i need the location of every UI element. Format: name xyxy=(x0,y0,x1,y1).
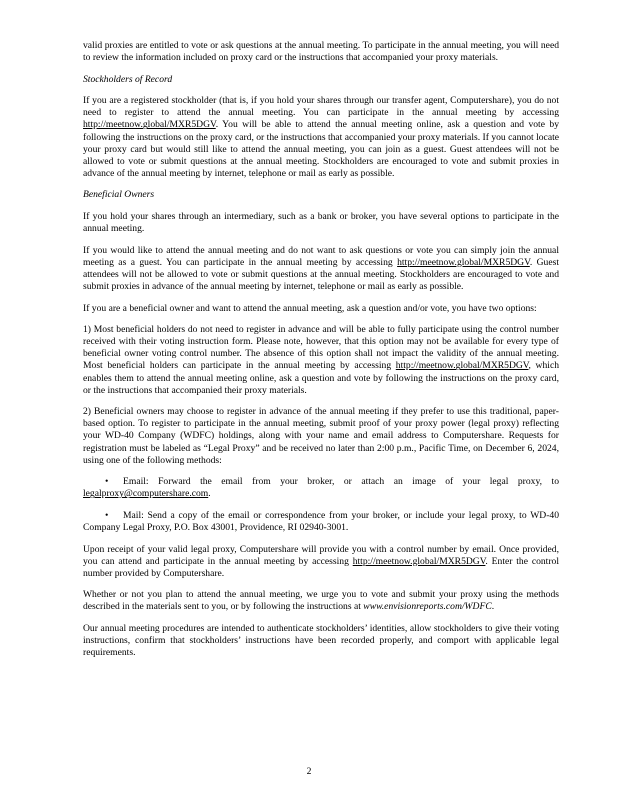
paragraph-text: Upon receipt of your valid legal proxy, Computershare will provide you with a control number by email. Once provided, you can attend and participate in the annual meeting by accessing xyxy=(83,543,559,567)
paragraph-text: Email: Forward the email from your broker, or attach an image of your legal proxy, to xyxy=(123,476,559,488)
beneficial-owners-paragraph-3: If you are a beneficial owner and want to attend the annual meeting, ask a question and/or vote, you have two options: xyxy=(83,302,537,314)
paragraph-text: , which enables them to attend the annual meeting online, ask a question and vote by following the instructions on the proxy card, or the instructions that accompanied their proxy materials. xyxy=(83,360,559,396)
stockholders-of-record-heading: Stockholders of Record xyxy=(83,73,173,85)
meetnow-link[interactable]: http://meetnow.global/MXR5DGV xyxy=(395,360,529,372)
envision-reports-url: www.envisionreports.com/WDFC xyxy=(363,601,492,613)
bullet-icon: • xyxy=(105,476,109,488)
intro-paragraph: valid proxies are entitled to vote or ask questions at the annual meeting. To participate in the annual meeting, you will need to review the information included on proxy card or the instructions that accompanied your proxy materials. xyxy=(83,40,559,64)
option-1-paragraph xyxy=(83,324,559,397)
meetnow-link[interactable]: http://meetnow.global/MXR5DGV xyxy=(83,119,216,131)
paragraph-text: If you are a registered stockholder (that is, if you hold your shares through our transfer agent, Computershare), you do not need to register to attend the annual meeting. You can participate in the annual meeting by accessing xyxy=(83,95,559,119)
bullet-icon: • xyxy=(105,509,109,521)
meetnow-link[interactable]: http://meetnow.global/MXR5DGV xyxy=(352,555,486,567)
beneficial-owners-paragraph-1: If you hold your shares through an intermediary, such as a bank or broker, you have several options to participate in the annual meeting. xyxy=(83,211,559,235)
beneficial-owners-heading: Beneficial Owners xyxy=(83,189,155,201)
legal-proxy-email-link[interactable]: legalproxy@computershare.com xyxy=(83,488,209,500)
upon-receipt-paragraph xyxy=(83,544,559,580)
paragraph-text: . xyxy=(208,488,211,500)
email-bullet xyxy=(83,476,559,500)
closing-paragraph-1 xyxy=(83,589,559,613)
closing-paragraph-2: Our annual meeting procedures are intended to authenticate stockholders’ identities, allow stockholders to give their voting instructions, confirm that stockholders’ instructions have been recorded properly, and comport with applicable legal requirements. xyxy=(83,623,559,659)
paragraph-text: Whether or not you plan to attend the annual meeting, we urge you to vote and submit your proxy using the methods described in the materials sent to you, or by following the instructions at xyxy=(83,589,559,613)
meetnow-link[interactable]: http://meetnow.global/MXR5DGV xyxy=(397,256,530,268)
option-2-paragraph: 2) Beneficial owners may choose to register in advance of the annual meeting if they prefer to use this traditional, paper-based option. To register to participate in the annual meeting, submit proof of your proxy power (legal proxy) reflecting your WD-40 Company (WDFC) holdings, along with your name and email address to Computershare. Requests for registration must be labeled as “Legal Proxy” and be received no later than 2:00 p.m., Pacific Time, on December 6, 2024, using one of the following methods: xyxy=(83,406,559,466)
beneficial-owners-paragraph-2 xyxy=(83,245,559,293)
paragraph-text: Mail: Send a copy of the email or correspondence from your broker, or include your legal proxy, to WD-40 Company Legal Proxy, P.O. Box 43001, Providence, RI 02940-3001. xyxy=(83,509,559,533)
paragraph-text: . Enter the control number provided by Computershare. xyxy=(83,555,560,579)
paragraph-text: . You will be able to attend the annual meeting online, ask a question and vote by following the instructions on the proxy card, or the instructions that accompanied your proxy materials. If you cannot locate your proxy card but would still like to attend the annual meeting, you can join as a guest. Guest attendees will not be allowed to vote or submit questions at the annual meeting. Stockholders are encouraged to vote and submit proxies in advance of the annual meeting by internet, telephone or mail as early as possible. xyxy=(83,119,559,179)
document-page xyxy=(83,40,559,669)
mail-bullet xyxy=(83,510,559,534)
page-number: 2 xyxy=(306,766,312,777)
paragraph-text: . xyxy=(491,601,495,613)
stockholders-of-record-paragraph xyxy=(83,95,559,180)
paragraph-text: If you would like to attend the annual meeting and do not want to ask questions or vote you can simply join the annual meeting as a guest. You can participate in the annual meeting by accessing xyxy=(83,244,559,268)
paragraph-text: . Guest attendees will not be allowed to vote or submit questions at the annual meeting. Stockholders are encouraged to vote and submit proxies in advance of the annual meeting by internet, telephone or mail as early as possible. xyxy=(83,256,559,292)
paragraph-text: 1) Most beneficial holders do not need to register in advance and will be able to fully participate using the control number received with their voting instruction form. Please note, however, that this option may not be available for every type of beneficial owner voting control number. The absence of this option shall not impact the validity of the annual meeting. Most beneficial holders can participate in the annual meeting by accessing xyxy=(83,324,559,372)
